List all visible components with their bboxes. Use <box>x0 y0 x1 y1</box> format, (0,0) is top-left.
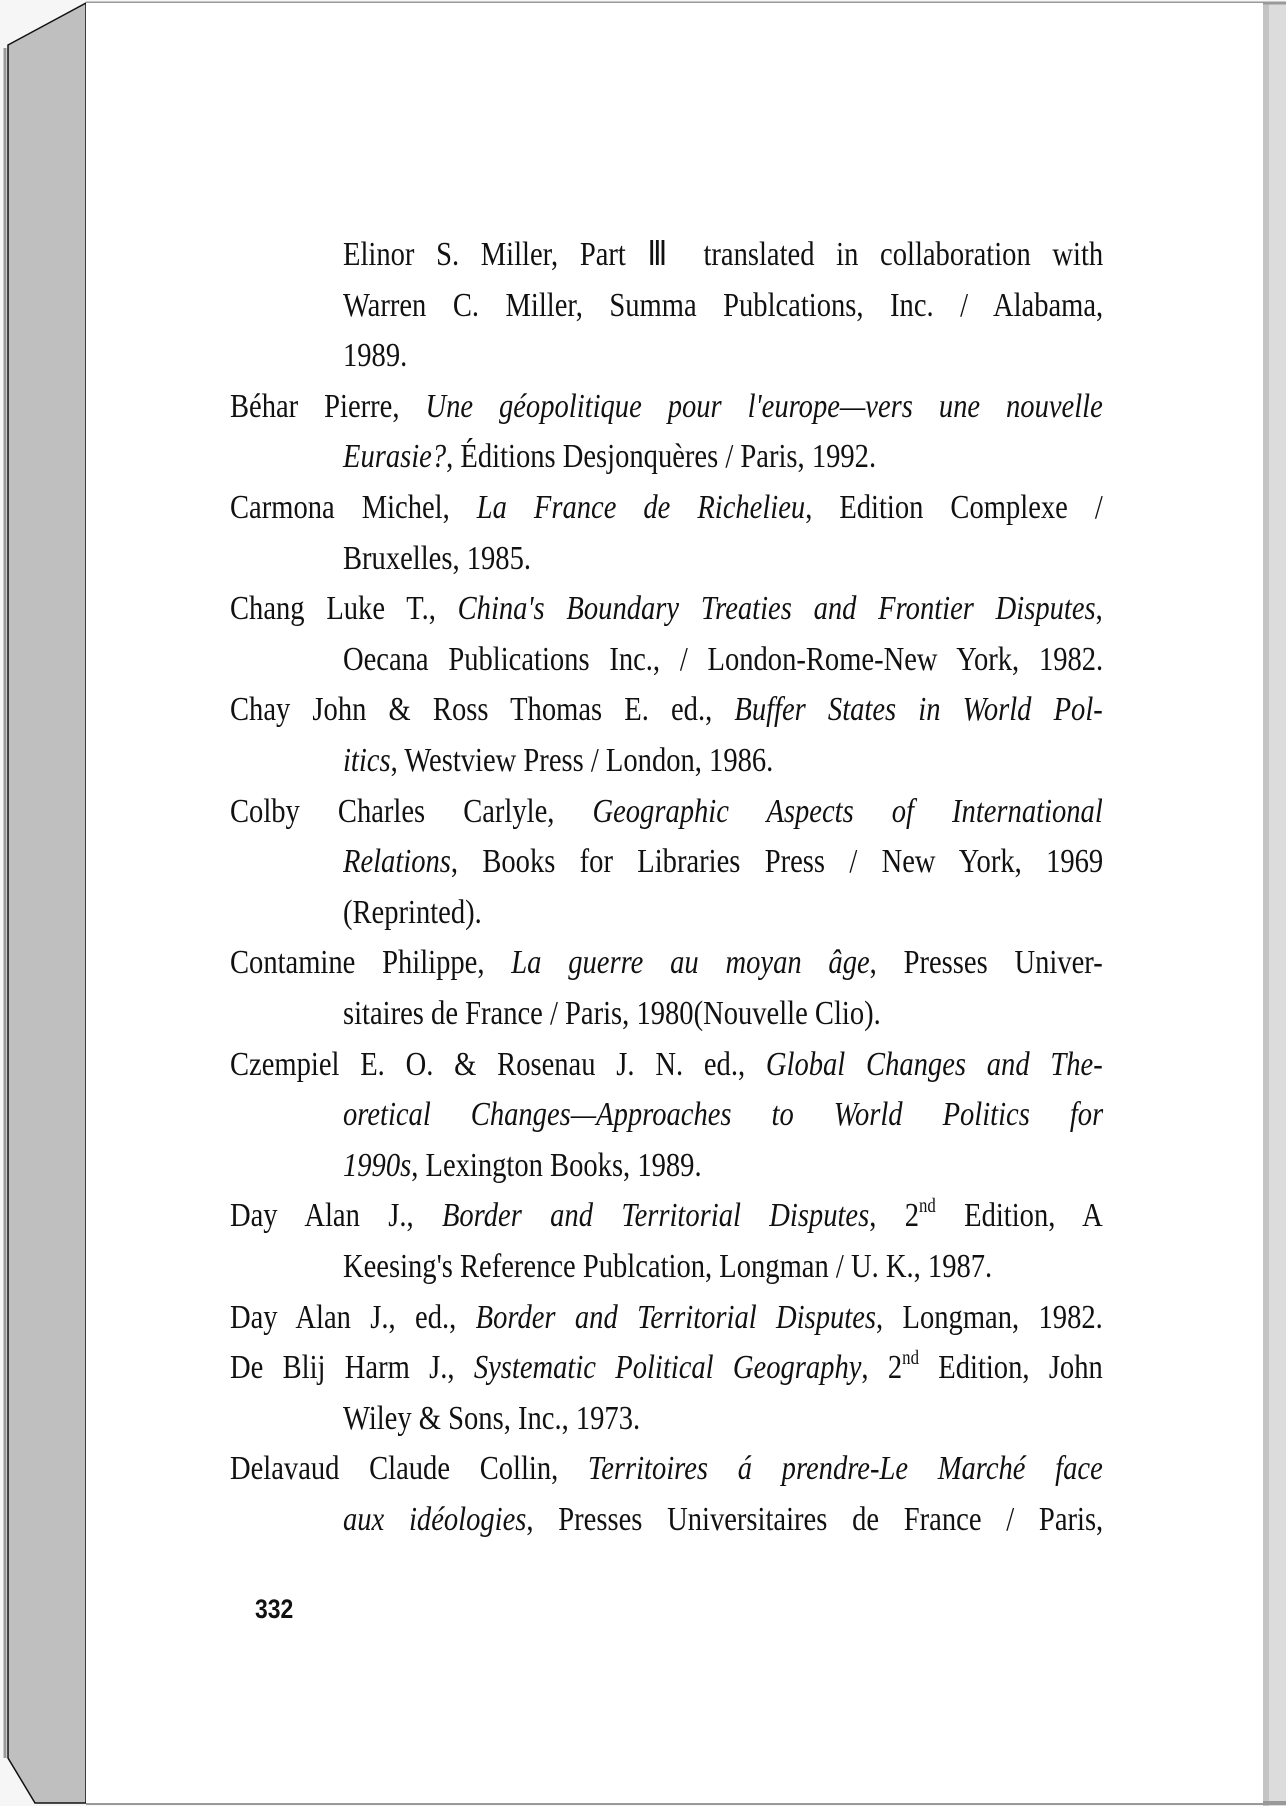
entry-first-line <box>230 387 1103 427</box>
text-segment: Czempiel E. O. & Rosenau J. N. ed., <box>230 1045 766 1083</box>
entry-continuation-line <box>343 1095 1103 1135</box>
entry-continuation-line <box>343 994 1103 1034</box>
italic-title: Systematic Political Geography <box>473 1349 862 1387</box>
entry-first-line <box>230 792 1103 832</box>
entry-continuation-line <box>343 437 1103 477</box>
text-segment: , Presses Univer- <box>869 944 1103 982</box>
entry-continuation-line <box>343 741 1103 781</box>
entry-first-line <box>230 488 1103 528</box>
text-segment: Day Alan J., ed., <box>230 1298 476 1336</box>
italic-title: Border and Territorial Disputes <box>441 1197 870 1235</box>
entry-continuation-line <box>343 893 1103 933</box>
entry-continuation-line <box>343 1500 1103 1540</box>
entry-continuation-line <box>343 336 1103 376</box>
entry-continuation-line <box>343 1146 1103 1186</box>
italic-title: La France de Richelieu <box>476 489 806 526</box>
text-segment: , Edition Complexe / <box>805 489 1103 526</box>
italic-title: Geographic Aspects of International <box>592 792 1103 830</box>
text-segment: 1989. <box>343 337 408 375</box>
text-segment: (Reprinted). <box>343 893 482 931</box>
text-segment: Bruxelles, 1985. <box>343 539 532 577</box>
italic-title: Buffer States in World Pol- <box>734 691 1103 729</box>
entry-first-line <box>230 589 1103 629</box>
entry-continuation-line <box>343 1247 1103 1287</box>
text-segment: , Longman, 1982. <box>876 1298 1103 1336</box>
text-segment: , Éditions Desjonquères / Paris, 1992. <box>446 438 877 476</box>
entry-continuation-line <box>343 640 1103 680</box>
text-segment: , <box>1095 590 1103 628</box>
italic-title: Eurasie? <box>343 438 447 476</box>
superscript: nd <box>902 1348 919 1370</box>
entry-first-line <box>230 690 1103 730</box>
entry-first-line <box>230 1196 1103 1236</box>
text-segment: Delavaud Claude Collin, <box>230 1450 588 1488</box>
italic-title: Une géopolitique pour l'europe—vers une nouvelle <box>425 387 1103 425</box>
text-segment: Carmona Michel, <box>230 489 477 526</box>
text-segment: , Westview Press / London, 1986. <box>390 742 774 779</box>
text-segment: Elinor S. Miller, Part Ⅲ translated in collaboration with <box>343 236 1104 273</box>
text-segment: , Books for Libraries Press / New York, 1969 <box>450 843 1104 881</box>
page-number: 332 <box>255 1594 294 1624</box>
text-segment: Keesing's Reference Publcation, Longman / U. K., 1987. <box>343 1248 993 1285</box>
entry-continuation-line <box>343 1399 1103 1439</box>
text-segment: , 2 <box>861 1349 903 1387</box>
text-segment: , Lexington Books, 1989. <box>411 1146 702 1184</box>
text-segment: Edition, John <box>918 1349 1103 1387</box>
text-segment: Contamine Philippe, <box>230 944 512 982</box>
entry-first-line <box>230 1045 1103 1085</box>
book-spine <box>8 3 86 1803</box>
italic-title: Relations <box>343 843 451 881</box>
text-segment: Béhar Pierre, <box>230 387 426 425</box>
italic-title: Border and Territorial Disputes <box>475 1298 877 1336</box>
text-segment: Colby Charles Carlyle, <box>230 792 593 830</box>
italic-title: Territoires á prendre-Le Marché face <box>587 1450 1103 1488</box>
text-segment: Day Alan J., <box>230 1197 442 1235</box>
italic-title: oretical Changes—Approaches to World Politics for <box>343 1096 1104 1134</box>
text-segment: Chay John & Ross Thomas E. ed., <box>230 691 735 729</box>
text-segment: , 2 <box>869 1197 919 1235</box>
italic-title: itics <box>343 742 391 779</box>
text-segment: Warren C. Miller, Summa Publcations, Inc. / Alabama, <box>343 286 1104 324</box>
text-segment: De Blij Harm J., <box>230 1349 474 1387</box>
entry-continuation-line <box>343 235 1103 275</box>
entry-first-line <box>230 1449 1103 1489</box>
superscript: nd <box>918 1196 936 1218</box>
entry-continuation-line <box>343 842 1103 882</box>
italic-title: Global Changes and The- <box>765 1045 1103 1083</box>
text-segment: , Presses Universitaires de France / Paris, <box>526 1501 1104 1538</box>
page-right-shadow-inner <box>1263 3 1269 1806</box>
entry-first-line <box>230 1348 1103 1388</box>
entry-first-line <box>230 1298 1103 1338</box>
italic-title: 1990s <box>343 1146 412 1184</box>
text-segment: Edition, A <box>935 1197 1103 1235</box>
entry-continuation-line <box>343 539 1103 579</box>
italic-title: China's Boundary Treaties and Frontier Disputes <box>457 590 1096 628</box>
text-segment: Wiley & Sons, Inc., 1973. <box>343 1399 641 1437</box>
italic-title: La guerre au moyan âge <box>511 944 870 982</box>
text-segment: Chang Luke T., <box>230 590 458 628</box>
entry-first-line <box>230 943 1103 983</box>
text-segment: sitaires de France / Paris, 1980(Nouvelle Clio). <box>343 995 881 1032</box>
italic-title: aux idéologies <box>343 1501 527 1538</box>
text-segment: Oecana Publications Inc., / London-Rome-New York, 1982. <box>343 640 1104 678</box>
entry-continuation-line <box>343 286 1103 326</box>
